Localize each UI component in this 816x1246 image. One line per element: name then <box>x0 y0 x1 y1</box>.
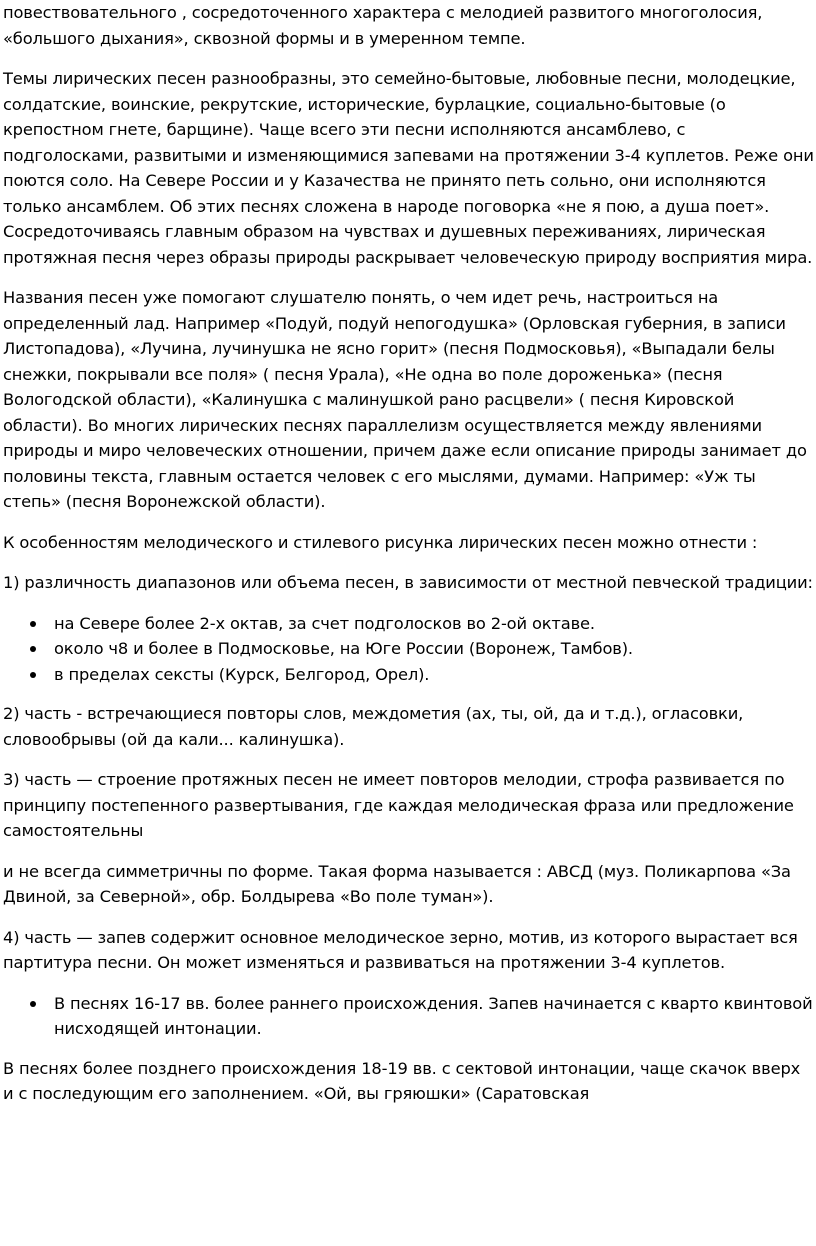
paragraph-point-1: 1) различность диапазонов или объема песен, в зависимости от местной певческой традиции: <box>3 573 813 592</box>
bullet-icon <box>30 1001 36 1007</box>
range-list <box>3 611 814 688</box>
paragraph-point-3: 3) часть — строение протяжных песен не имеет повторов мелодии, строфа развивается по принципу постепенного развертывания, где каждая мелодическая фраза или предложение самостоятельны <box>3 770 794 840</box>
bullet-icon <box>30 621 36 627</box>
origin-list <box>3 991 814 1042</box>
list-item: В песнях 16-17 вв. более раннего происхождения. Запев начинается с кварто квинтовой нисходящей интонации. <box>54 991 814 1042</box>
paragraph-song-names: Названия песен уже помогают слушателю понять, о чем идет речь, настроиться на определенный лад. Например «Подуй, подуй непогодушка» (Орловская губерния, в записи Листопадова), «Лучина, лучинушка не ясно горит» (песня Подмосковья), «Выпадали белы снежки, покрывали все поля» ( песня Урала), «Не одна во поле дороженька» (песня Вологодской области), «Калинушка с малинушкой рано расцвели» ( песня Кировской области). Во многих лирических песнях параллелизм осуществляется между явлениями природы и миро человеческих отношении, причем даже если описание природы занимает до половины текста, главным остается человек с его мыслями, думами. Например: «Уж ты степь» (песня Воронежской области). <box>3 288 807 511</box>
paragraph-intro: повествовательного , сосредоточенного характера с мелодией развитого многоголосия, «большого дыхания», сквозной формы и в умеренном темпе. <box>3 3 763 48</box>
paragraph-late-songs: В песнях более позднего происхождения 18-19 вв. с сектовой интонации, чаще скачок вверх и с последующим его заполнением. «Ой, вы гряюшки» (Саратовская <box>3 1058 801 1103</box>
list-item: в пределах сексты (Курск, Белгород, Орел). <box>54 662 814 688</box>
bullet-icon <box>30 672 36 678</box>
paragraph-themes: Темы лирических песен разнообразны, это семейно-бытовые, любовные песни, молодецкие, солдатские, воинские, рекрутские, исторические, бурлацкие, социально-бытовые (о крепостном гнете, барщине). Чаще всего эти песни исполняются ансамблево, с подголосками, развитыми и изменяющимися запевами на протяжении 3-4 куплетов. Реже они поются соло. На Севере России и у Казачества не принято петь сольно, они исполняются только ансамблем. Об этих песнях сложена в народе поговорка «не я пою, а душа поет». Сосредоточиваясь главным образом на чувствах и душевных переживаниях, лирическая протяжная песня через образы природы раскрывает человеческую природу восприятия мира. <box>3 69 814 267</box>
list-item: на Севере более 2-х октав, за счет подголосков во 2-ой октаве. <box>54 611 814 637</box>
list-item: около ч8 и более в Подмосковье, на Юге России (Воронеж, Тамбов). <box>54 636 814 662</box>
paragraph-point-2: 2) часть - встречающиеся повторы слов, междометия (ах, ты, ой, да и т.д.), огласовки, словообрывы (ой да кали... калинушка). <box>3 704 744 749</box>
paragraph-features: К особенностям мелодического и стилевого рисунка лирических песен можно отнести : <box>3 532 758 552</box>
paragraph-point-4: 4) часть — запев содержит основное мелодическое зерно, мотив, из которого вырастает вся партитура песни. Он может изменяться и развиваться на протяжении 3-4 куплетов. <box>3 927 798 972</box>
bullet-icon <box>30 646 36 652</box>
paragraph-form: и не всегда симметричны по форме. Такая форма называется : АВСД (муз. Поликарпова «За Двиной, за Северной», обр. Болдырева «Во поле туман»). <box>3 861 791 906</box>
